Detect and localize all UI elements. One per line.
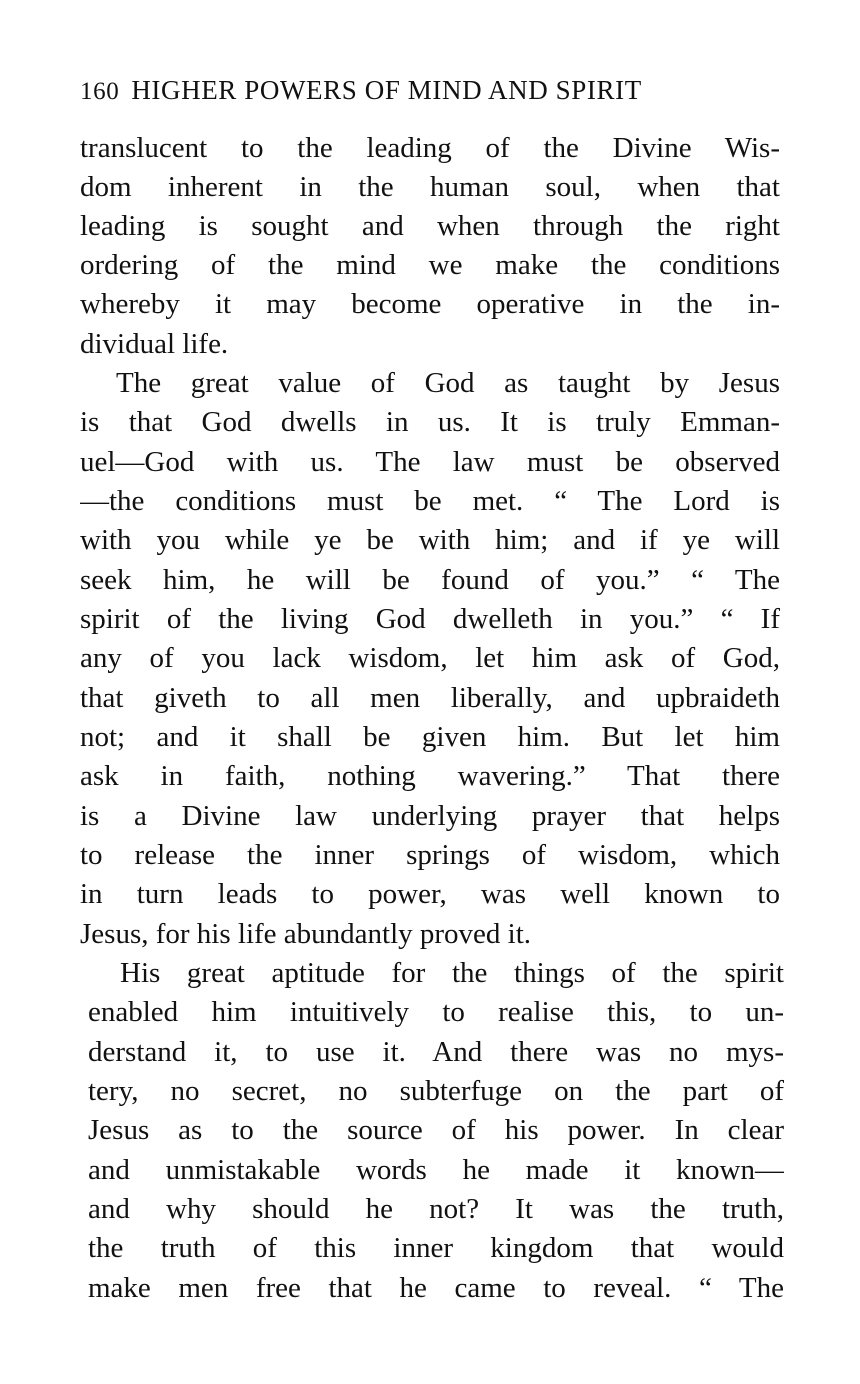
text-line: to release the inner springs of wisdom, which [80,839,780,871]
text-line: —the conditions must be met. “ The Lord is [80,485,780,517]
text-line: whereby it may become operative in the in- [80,288,780,320]
text-line: make men free that he came to reveal. “ The [88,1272,784,1304]
text-line: ordering of the mind we make the conditions [80,249,780,281]
text-line: is a Divine law underlying prayer that helps [80,800,780,832]
text-line: not; and it shall be given him. But let him [80,721,780,753]
text-line: with you while ye be with him; and if ye will [80,524,780,556]
text-line: Jesus as to the source of his power. In clear [88,1114,784,1146]
text-line: is that God dwells in us. It is truly Emman- [80,406,780,438]
text-line: dom inherent in the human soul, when that [80,171,780,203]
text-line: enabled him intuitively to realise this, to un- [88,996,784,1028]
text-line: His great aptitude for the things of the spirit [120,957,784,989]
text-line: spirit of the living God dwelleth in you.” “ If [80,603,780,635]
text-line: the truth of this inner kingdom that would [88,1232,784,1264]
text-line: in turn leads to power, was well known to [80,878,780,910]
text-line: uel—God with us. The law must be observed [80,446,780,478]
text-line: leading is sought and when through the right [80,210,780,242]
text-line: translucent to the leading of the Divine Wis- [80,132,780,164]
text-line: derstand it, to use it. And there was no mys- [88,1036,784,1068]
page-number: 160 [80,78,120,105]
text-line: seek him, he will be found of you.” “ The [80,564,780,596]
text-line: dividual life. [80,328,229,360]
text-line: and unmistakable words he made it known— [88,1154,784,1186]
text-line: Jesus, for his life abundantly proved it. [80,918,532,950]
text-line: The great value of God as taught by Jesus [116,367,780,399]
running-header [80,70,780,110]
text-line: tery, no secret, no subterfuge on the part of [88,1075,784,1107]
text-line: any of you lack wisdom, let him ask of God, [80,642,780,674]
text-line: ask in faith, nothing wavering.” That there [80,760,780,792]
text-line: that giveth to all men liberally, and upbraideth [80,682,780,714]
text-line: and why should he not? It was the truth, [88,1193,784,1225]
running-title: HIGHER POWERS OF MIND AND SPIRIT [131,75,642,105]
